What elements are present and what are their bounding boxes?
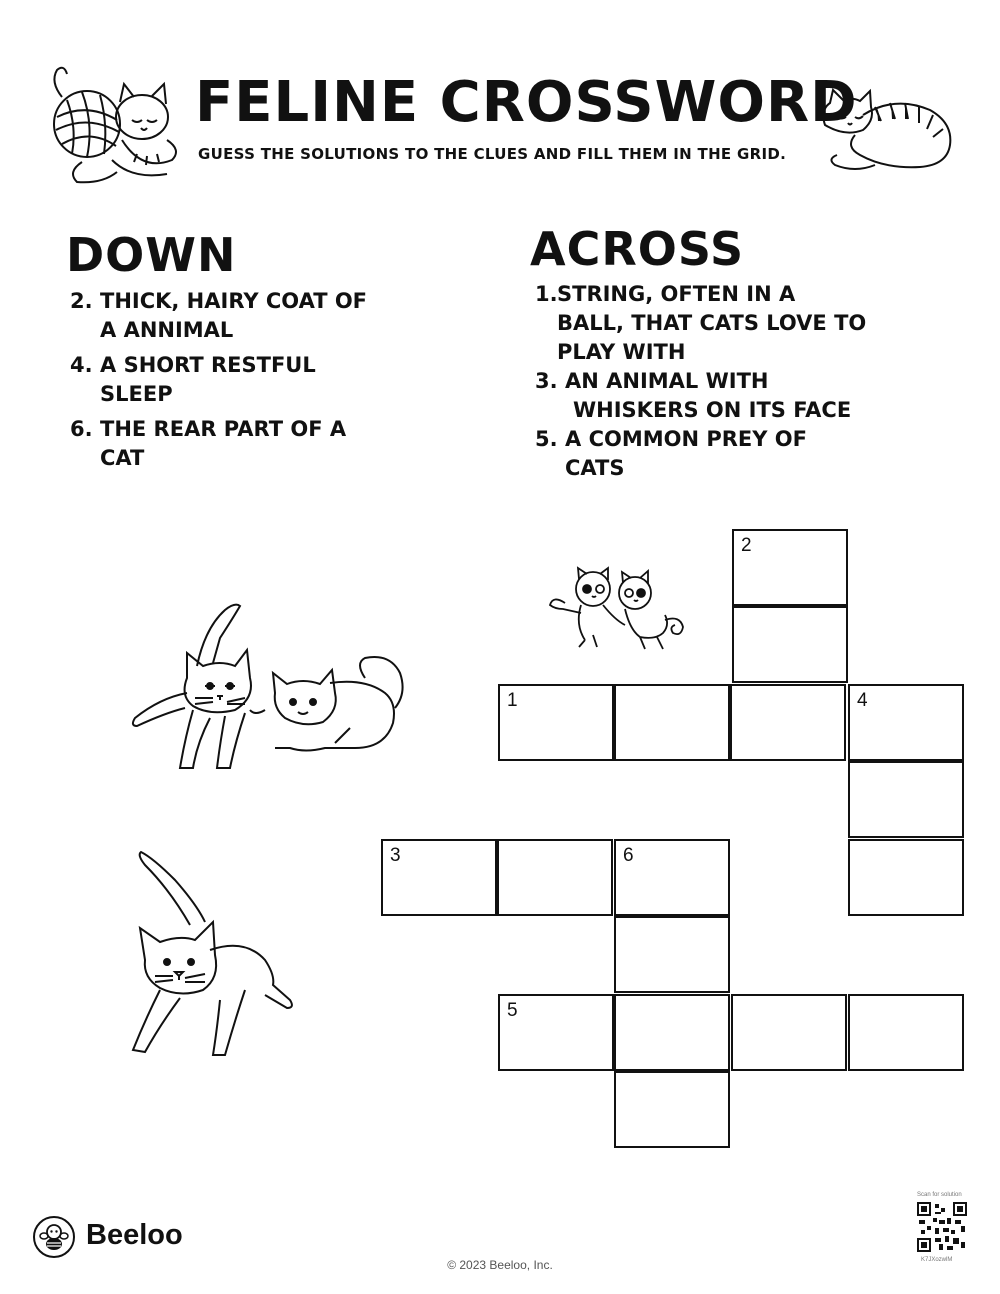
- brand-name: Beeloo: [86, 1219, 183, 1251]
- down-clue-2: [70, 287, 400, 345]
- clue-text: CATS: [565, 456, 625, 480]
- down-clue-list: [70, 287, 400, 473]
- grid-cell[interactable]: [614, 916, 730, 993]
- clue-text: A COMMON PREY OF: [565, 427, 807, 451]
- yarn-cat-icon: [42, 62, 192, 187]
- page-subtitle: GUESS THE SOLUTIONS TO THE CLUES AND FILL THEM IN THE GRID.: [198, 145, 787, 163]
- grid-cell[interactable]: [848, 839, 964, 916]
- cell-number-4: 4: [857, 690, 868, 711]
- down-clue-6: [70, 415, 400, 473]
- clue-text: CAT: [100, 446, 145, 470]
- down-clue-4: [70, 351, 400, 409]
- page-title: FELINE CROSSWORD: [195, 70, 858, 135]
- clue-number: 4.: [70, 353, 93, 377]
- across-clue-list: [535, 280, 895, 483]
- two-cats-icon: [545, 565, 690, 655]
- grid-cell[interactable]: [732, 606, 848, 683]
- clue-text: STRING, OFTEN IN A: [557, 282, 796, 306]
- clue-number: 2.: [70, 289, 93, 313]
- grid-cell[interactable]: [381, 839, 497, 916]
- grid-cell[interactable]: [731, 994, 847, 1071]
- cell-number-2: 2: [741, 535, 752, 556]
- clue-text: AN ANIMAL WITH: [565, 369, 769, 393]
- grid-cell[interactable]: [498, 684, 614, 761]
- grid-cell[interactable]: [848, 684, 964, 761]
- walking-cats-pair-icon: [125, 598, 410, 778]
- across-clue-5: [535, 425, 895, 483]
- clue-text: SLEEP: [100, 382, 173, 406]
- bee-logo-icon: [32, 1215, 76, 1259]
- across-clue-3: [535, 367, 895, 425]
- grid-cell[interactable]: [614, 1071, 730, 1148]
- grid-cell[interactable]: [614, 684, 730, 761]
- cell-number-1: 1: [507, 690, 518, 711]
- clue-text: A ANNIMAL: [100, 318, 234, 342]
- grid-cell[interactable]: [732, 529, 848, 606]
- clue-number: 5.: [535, 427, 558, 451]
- grid-cell[interactable]: [848, 761, 964, 838]
- cell-number-6: 6: [623, 845, 634, 866]
- cell-number-5: 5: [507, 1000, 518, 1021]
- grid-cell[interactable]: [498, 994, 614, 1071]
- grid-cell[interactable]: [848, 994, 964, 1071]
- qr-code-icon[interactable]: [917, 1202, 967, 1252]
- clue-text: BALL, THAT CATS LOVE TO: [557, 311, 867, 335]
- copyright: © 2023 Beeloo, Inc.: [447, 1258, 553, 1272]
- clue-text: PLAY WITH: [557, 340, 686, 364]
- cell-number-3: 3: [390, 845, 401, 866]
- walking-cat-icon: [125, 850, 300, 1065]
- grid-cell[interactable]: [497, 839, 613, 916]
- clue-text: THICK, HAIRY COAT OF: [100, 289, 368, 313]
- down-heading: DOWN: [66, 228, 237, 282]
- across-heading: ACROSS: [530, 222, 745, 276]
- clue-text: THE REAR PART OF A: [100, 417, 347, 441]
- qr-code-id: K7JXozwlM: [921, 1257, 953, 1263]
- clue-number: 6.: [70, 417, 93, 441]
- clue-number: 3.: [535, 369, 558, 393]
- clue-number: 1.: [535, 282, 558, 306]
- clue-text: A SHORT RESTFUL: [100, 353, 316, 377]
- across-clue-1: [535, 280, 895, 367]
- grid-cell[interactable]: [730, 684, 846, 761]
- grid-cell[interactable]: [614, 994, 730, 1071]
- clue-text: WHISKERS ON ITS FACE: [573, 398, 852, 422]
- grid-cell[interactable]: [614, 839, 730, 916]
- qr-caption: Scan for solution: [917, 1192, 962, 1198]
